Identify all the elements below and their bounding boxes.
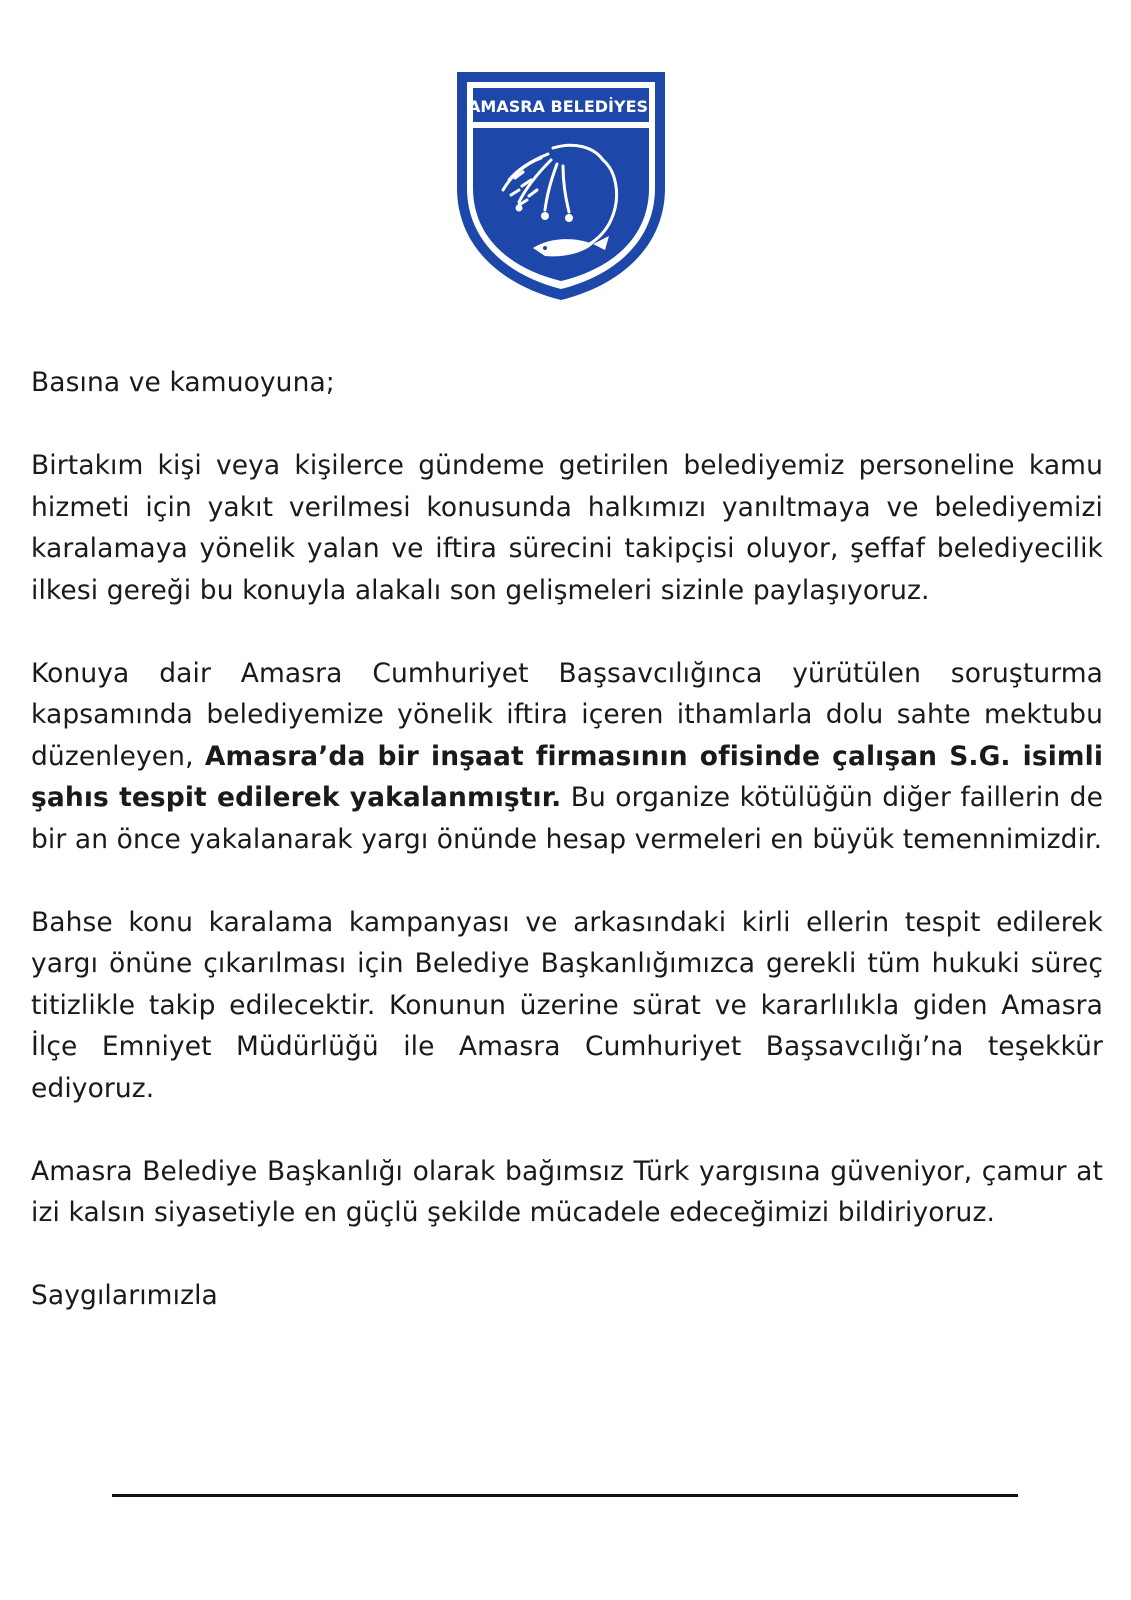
logo-title: AMASRA BELEDİYESİ <box>468 97 654 116</box>
paragraph-2-start: Konuya dair Amasra Cumhuriyet Başsavcılığınca yürütülen soruşturma kapsamında belediyemize yönelik iftira içeren ithamlarla dolu sahte mektubu düzenleyen, <box>31 657 1103 772</box>
letter-body <box>31 362 1103 1317</box>
closing: Saygılarımızla <box>31 1280 218 1311</box>
greeting: Basına ve kamuoyuna; <box>31 367 335 398</box>
paragraph-2 <box>31 653 1103 861</box>
paragraph-4: Amasra Belediye Başkanlığı olarak bağımsız Türk yargısına güveniyor, çamur at izi kalsın siyasetiyle en güçlü şekilde mücadele edeceğimizi bildiriyoruz. <box>31 1155 1103 1228</box>
paragraph-2-bold: Amasra’da bir inşaat firmasının ofisinde çalışan S.G. isimli şahıs tespit edilerek yakalanmıştır. <box>31 740 1103 813</box>
shield-emblem <box>453 68 669 304</box>
paragraph-2-end: Bu organize kötülüğün diğer faillerin de bir an önce yakalanarak yargı önünde hesap vermeleri en büyük temennimizdir. <box>31 782 1104 855</box>
paragraph-1: Birtakım kişi veya kişilerce gündeme getirilen belediyemiz personeline kamu hizmeti için yakıt verilmesi konusunda halkımızı yanıltmaya ve belediyemizi karalamaya yönelik yalan ve iftira sürecini takipçisi oluyor, şeffaf belediyecilik ilkesi gereği bu konuyla alakalı son gelişmeleri sizinle paylaşıyoruz. <box>31 450 1103 606</box>
signature-line <box>112 1494 1018 1497</box>
municipality-logo <box>453 68 669 304</box>
paragraph-3: Bahse konu karalama kampanyası ve arkasındaki kirli ellerin tespit edilerek yargı önüne çıkarılması için Belediye Başkanlığımızca gerekli tüm hukuki süreç titizlikle takip edilecektir. Konunun üzerine sürat ve kararlılıkla giden Amasra İlçe Emniyet Müdürlüğü ile Amasra Cumhuriyet Başsavcılığı’na teşekkür ediyoruz. <box>31 906 1103 1104</box>
